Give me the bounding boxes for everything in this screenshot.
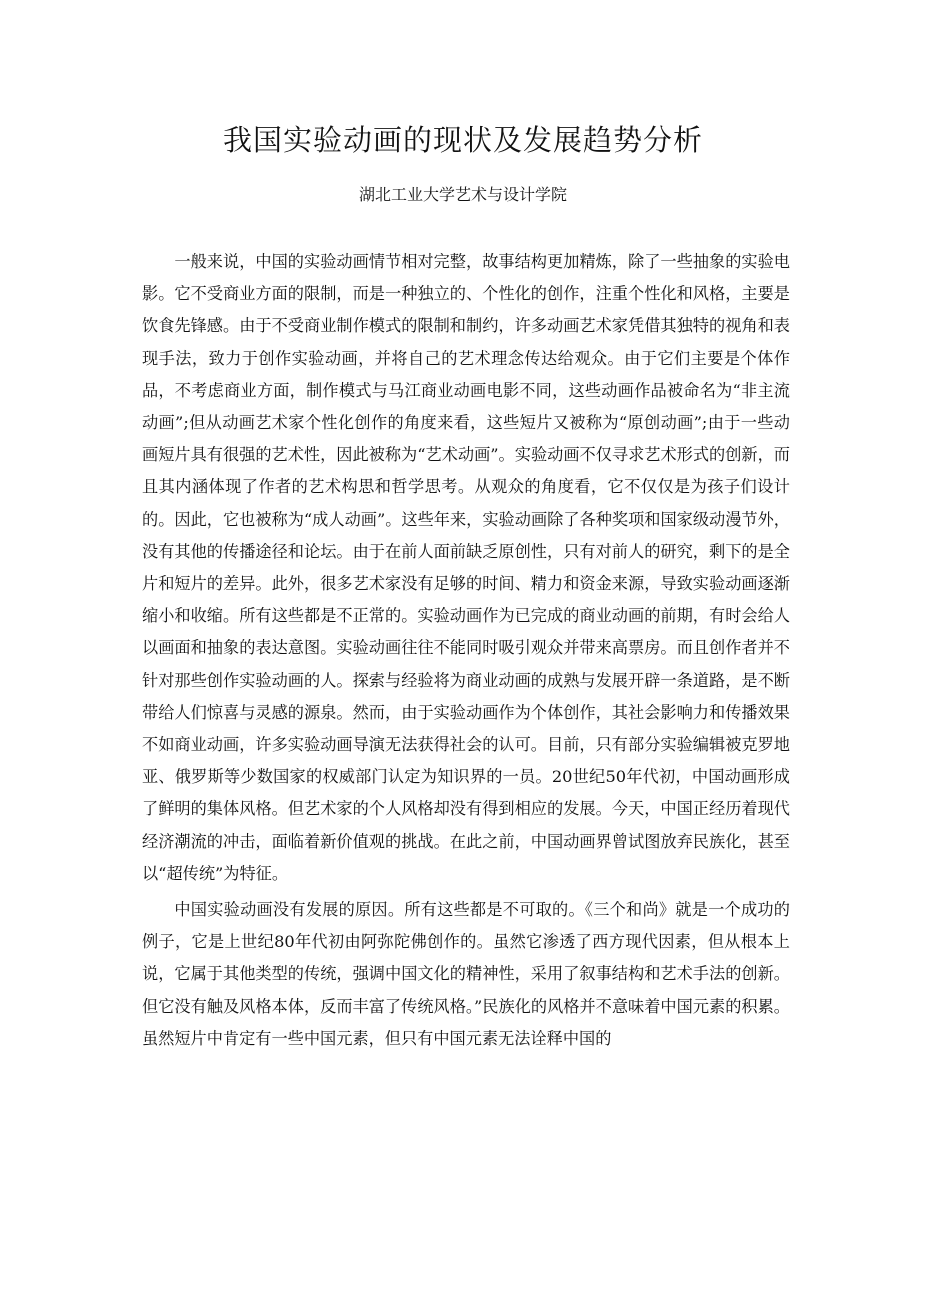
paragraph: 中国实验动画没有发展的原因。所有这些都是不可取的。《三个和尚》就是一个成功的例子，它是上世纪80年代初由阿弥陀佛创作的。虽然它渗透了西方现代因素，但从根本上说，它属于其他类型的传统，强调中国文化的精神性，采用了叙事结构和艺术手法的创新。但它没有触及风格本体，反而丰富了传统风格。”民族化的风格并不意味着中国元素的积累。虽然短片中肯定有一些中国元素，但只有中国元素无法诠释中国的 xyxy=(142,900,790,1048)
author-affiliation: 湖北工业大学艺术与设计学院 xyxy=(358,185,567,204)
document-body xyxy=(142,246,790,1055)
document-title: 我国实验动画的现状及发展趋势分析 xyxy=(222,123,703,157)
paragraph: 一般来说，中国的实验动画情节相对完整，故事结构更加精炼，除了一些抽象的实验电影。它不受商业方面的限制，而是一种独立的、个性化的创作，注重个性化和风格，主要是饮食先锋感。由于不受商业制作模式的限制和制约，许多动画艺术家凭借其独特的视角和表现手法，致力于创作实验动画，并将自己的艺术理念传达给观众。由于它们主要是个体作品，不考虑商业方面，制作模式与马江商业动画电影不同，这些动画作品被命名为“非主流动画”;但从动画艺术家个性化创作的角度来看，这些短片又被称为“原创动画”;由于一些动画短片具有很强的艺术性，因此被称为“艺术动画”。实验动画不仅寻求艺术形式的创新，而且其内涵体现了作者的艺术构思和哲学思考。从观众的角度看，它不仅仅是为孩子们设计的。因此，它也被称为“成人动画”。这些年来，实验动画除了各种奖项和国家级动漫节外，没有其他的传播途径和论坛。由于在前人面前缺乏原创性，只有对前人的研究，剩下的是全片和短片的差异。此外，很多艺术家没有足够的时间、精力和资金来源，导致实验动画逐渐缩小和收缩。所有这些都是不正常的。实验动画作为已完成的商业动画的前期，有时会给人以画面和抽象的表达意图。实验动画往往不能同时吸引观众并带来高票房。而且创作者并不针对那些创作实验动画的人。探索与经验将为商业动画的成熟与发展开辟一条道路，是不断带给人们惊喜与灵感的源泉。然而，由于实验动画作为个体创作，其社会影响力和传播效果不如商业动画，许多实验动画导演无法获得社会的认可。目前，只有部分实验编辑被克罗地亚、俄罗斯等少数国家的权威部门认定为知识界的一员。20世纪50年代初，中国动画形成了鲜明的集体风格。但艺术家的个人风格却没有得到相应的发展。今天，中国正经历着现代经济潮流的冲击，面临着新价值观的挑战。在此之前，中国动画界曾试图放弃民族化，甚至以“超传统”为特征。 xyxy=(142,252,790,883)
